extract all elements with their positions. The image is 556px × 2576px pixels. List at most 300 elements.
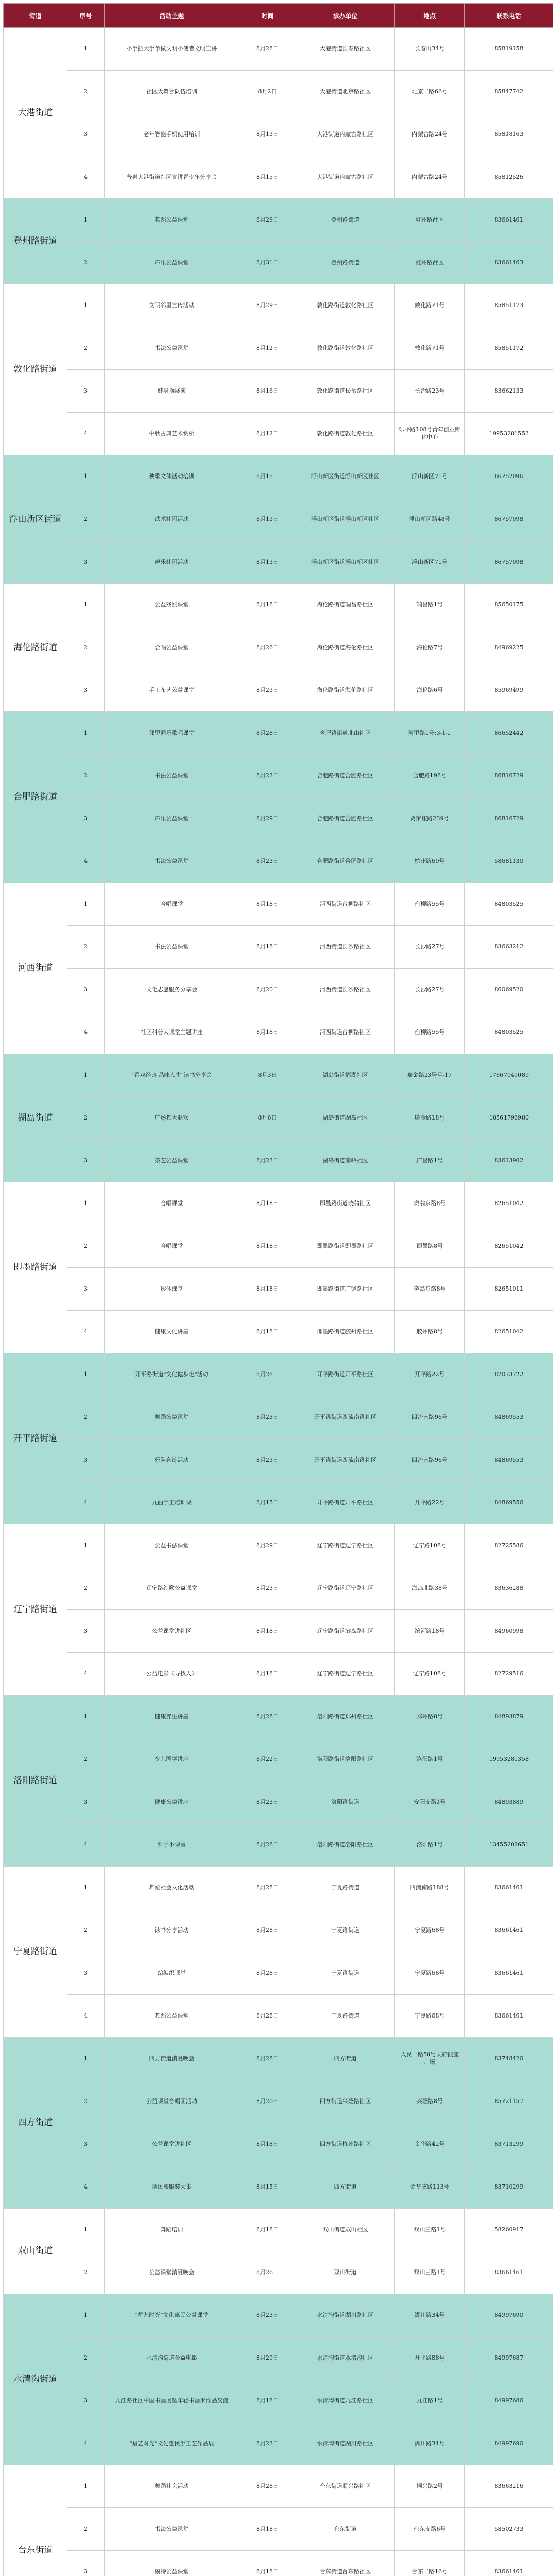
- activity-topic: 声乐社团活动: [105, 541, 239, 584]
- table-row: [4, 2038, 553, 2080]
- organizer: 河西街道台柳路社区: [296, 883, 395, 926]
- venue: 长沙路27号: [395, 969, 465, 1011]
- venue: 浮山新区路48号: [395, 498, 465, 541]
- activity-date: 8月20日: [239, 2080, 296, 2123]
- organizer: 宁夏路街道: [296, 1995, 395, 2038]
- organizer: 合肥路街道合肥路社区: [296, 840, 395, 883]
- contact-phone: 85847742: [465, 71, 553, 113]
- table-row: [4, 883, 553, 926]
- table-row: [4, 1781, 553, 1824]
- row-index: 2: [67, 327, 105, 370]
- venue: 内蒙古路24号: [395, 113, 465, 156]
- venue: 台柳路55号: [395, 1011, 465, 1054]
- organizer: 开平路街道开平路社区: [296, 1353, 395, 1396]
- activity-date: 8月18日: [239, 1268, 296, 1311]
- row-index: 2: [67, 926, 105, 969]
- table-row: [4, 242, 553, 284]
- venue: 四流南路188号: [395, 1867, 465, 1909]
- row-index: 1: [67, 1182, 105, 1225]
- street-name: 四方街道: [4, 2038, 67, 2209]
- activity-date: 8月28日: [239, 1824, 296, 1867]
- contact-phone: 84997687: [465, 2337, 553, 2380]
- row-index: 4: [67, 1995, 105, 2038]
- organizer: 浮山新区街道浮山新区社区: [296, 498, 395, 541]
- venue: 宁夏路68号: [395, 1952, 465, 1995]
- col-header-street: 街道: [4, 4, 67, 28]
- activity-topic: 合唱课堂: [105, 1225, 239, 1268]
- activity-topic: 合唱课堂: [105, 1182, 239, 1225]
- venue: 湖川路34号: [395, 2422, 465, 2465]
- street-name: 宁夏路街道: [4, 1867, 67, 2038]
- venue: 宁夏路68号: [395, 1995, 465, 2038]
- row-index: 4: [67, 1824, 105, 1867]
- activity-topic: 邻里同乐歌唱课堂: [105, 712, 239, 755]
- activity-topic: 书法公益课堂: [105, 755, 239, 798]
- activity-date: 8月23日: [239, 2294, 296, 2337]
- organizer: 洛阳路街道: [296, 1781, 395, 1824]
- table-row: [4, 669, 553, 712]
- row-index: 1: [67, 1524, 105, 1567]
- activity-topic: "看戏经典 品味人生"读书分享会: [105, 1054, 239, 1097]
- row-index: 2: [67, 498, 105, 541]
- organizer: 大港街道内蒙古路社区: [296, 156, 395, 199]
- activity-date: 8月23日: [239, 1140, 296, 1182]
- table-row: [4, 1097, 553, 1140]
- table-row: [4, 2080, 553, 2123]
- activity-date: 8月18日: [239, 2508, 296, 2551]
- organizer: 湖岛街道南岭社区: [296, 1140, 395, 1182]
- organizer: 开平路街道四流南路社区: [296, 1439, 395, 1482]
- venue: 郑州路8号: [395, 1696, 465, 1738]
- table-row: [4, 1311, 553, 1353]
- contact-phone: 86816729: [465, 755, 553, 798]
- table-row: [4, 113, 553, 156]
- contact-phone: 83661461: [465, 199, 553, 242]
- activity-date: 8月18日: [239, 1225, 296, 1268]
- organizer: 即墨路街道胶州路社区: [296, 1311, 395, 1353]
- organizer: 四方街道: [296, 2038, 395, 2080]
- venue: 长治路23号: [395, 370, 465, 413]
- activity-topic: 老年智能手机使用培训: [105, 113, 239, 156]
- activity-date: 8月26日: [239, 2251, 296, 2294]
- activity-topic: 书法公益课堂: [105, 840, 239, 883]
- table-row: [4, 2166, 553, 2209]
- row-index: 4: [67, 156, 105, 199]
- table-row: [4, 1952, 553, 1995]
- contact-phone: 83710299: [465, 2166, 553, 2209]
- activity-date: 8月28日: [239, 1995, 296, 2038]
- activity-topic: 九曲手工培训课: [105, 1482, 239, 1524]
- table-row: [4, 840, 553, 883]
- venue: 海伦路7号: [395, 626, 465, 669]
- venue: 合肥路198号: [395, 755, 465, 798]
- venue: 金华支路113号: [395, 2166, 465, 2209]
- venue: 滨河路18号: [395, 1610, 465, 1653]
- activity-topic: 模特公益课堂: [105, 2551, 239, 2576]
- activity-topic: 健身操展演: [105, 370, 239, 413]
- contact-phone: 83613902: [465, 1140, 553, 1182]
- contact-phone: 84997690: [465, 2422, 553, 2465]
- venue: 安阳支路1号: [395, 1781, 465, 1824]
- organizer: 敦化路街道敦化路社区: [296, 327, 395, 370]
- table-row: [4, 1182, 553, 1225]
- table-row: [4, 284, 553, 327]
- street-name: 即墨路街道: [4, 1182, 67, 1353]
- organizer: 辽宁路街道辽宁路社区: [296, 1524, 395, 1567]
- table-row: [4, 1140, 553, 1182]
- activity-topic: 声乐公益课堂: [105, 242, 239, 284]
- venue: 四流南路96号: [395, 1396, 465, 1439]
- row-index: 2: [67, 1738, 105, 1781]
- contact-phone: 17667049089: [465, 1054, 553, 1097]
- organizer: 四方街道兴隆路社区: [296, 2080, 395, 2123]
- activity-date: 8月28日: [239, 1867, 296, 1909]
- contact-phone: 82725586: [465, 1524, 553, 1567]
- organizer: 即墨路街道晓翁社区: [296, 1182, 395, 1225]
- venue: 开平路88号: [395, 2337, 465, 2380]
- activity-date: 8月26日: [239, 626, 296, 669]
- activity-date: 8月28日: [239, 2038, 296, 2080]
- activity-date: 8月23日: [239, 669, 296, 712]
- contact-phone: 85721157: [465, 2080, 553, 2123]
- table-row: [4, 1567, 553, 1610]
- activity-date: 8月23日: [239, 1439, 296, 1482]
- table-row: [4, 1353, 553, 1396]
- row-index: 1: [67, 1867, 105, 1909]
- street-name: 开平路街道: [4, 1353, 67, 1524]
- table-row: [4, 541, 553, 584]
- activity-topic: 舞蹈社会活动: [105, 2465, 239, 2508]
- table-row: [4, 1011, 553, 1054]
- organizer: 水清沟街道湖川路社区: [296, 2294, 395, 2337]
- organizer: 辽宁路街道辽宁路社区: [296, 1653, 395, 1696]
- contact-phone: 85819158: [465, 28, 553, 71]
- organizer: 开平路街道四流南路社区: [296, 1396, 395, 1439]
- organizer: 开平路街道开平路社区: [296, 1482, 395, 1524]
- contact-phone: 86652442: [465, 712, 553, 755]
- venue: 洛阳路1号: [395, 1738, 465, 1781]
- organizer: 辽宁路街道滨岛路社区: [296, 1610, 395, 1653]
- activity-topic: 公益课堂消夏晚会: [105, 2251, 239, 2294]
- venue: 兴隆路8号: [395, 2080, 465, 2123]
- activity-topic: 四方街道消夏晚会: [105, 2038, 239, 2080]
- row-index: 4: [67, 1653, 105, 1696]
- col-header-location: 地点: [395, 4, 465, 28]
- contact-phone: 84969225: [465, 626, 553, 669]
- activity-topic: 公益课堂进社区: [105, 1610, 239, 1653]
- activity-date: 8月12日: [239, 327, 296, 370]
- contact-phone: 19953281358: [465, 1738, 553, 1781]
- activity-topic: 书法公益课堂: [105, 926, 239, 969]
- street-name: 登州路街道: [4, 199, 67, 284]
- row-index: 4: [67, 1482, 105, 1524]
- activity-date: 8月13日: [239, 498, 296, 541]
- organizer: 河西街道长沙路社区: [296, 926, 395, 969]
- venue: 内蒙古路24号: [395, 156, 465, 199]
- activity-topic: 社区大舞台队伍培训: [105, 71, 239, 113]
- venue: 双山三路1号: [395, 2251, 465, 2294]
- activity-date: 8月29日: [239, 798, 296, 840]
- venue: 辽宁路108号: [395, 1524, 465, 1567]
- row-index: 3: [67, 1140, 105, 1182]
- organizer: 海伦路街道海伦路社区: [296, 669, 395, 712]
- activity-date: 8月29日: [239, 1524, 296, 1567]
- organizer: 水清沟街道湖川路社区: [296, 2422, 395, 2465]
- contact-phone: 82651011: [465, 1268, 553, 1311]
- contact-phone: 84803525: [465, 1011, 553, 1054]
- organizer: 合肥路街道合肥路社区: [296, 755, 395, 798]
- activity-date: 8月18日: [239, 2380, 296, 2422]
- activity-topic: 健康公益讲座: [105, 1781, 239, 1824]
- row-index: 3: [67, 969, 105, 1011]
- table-row: [4, 1909, 553, 1952]
- venue: 敦化路71号: [395, 327, 465, 370]
- row-index: 2: [67, 242, 105, 284]
- contact-phone: 18561796980: [465, 1097, 553, 1140]
- col-header-topic: 活动主题: [105, 4, 239, 28]
- activity-date: 8月18日: [239, 2209, 296, 2251]
- contact-phone: 84869553: [465, 1396, 553, 1439]
- activity-topic: 书法公益课堂: [105, 2508, 239, 2551]
- activity-topic: 舞蹈公益课堂: [105, 1995, 239, 2038]
- row-index: 2: [67, 2251, 105, 2294]
- organizer: 双山街道双山社区: [296, 2209, 395, 2251]
- row-index: 3: [67, 669, 105, 712]
- organizer: 海伦路街道瑞昌路社区: [296, 584, 395, 626]
- venue: 金华路42号: [395, 2123, 465, 2166]
- venue: 瑞金路18号: [395, 1097, 465, 1140]
- contact-phone: 84869553: [465, 1439, 553, 1482]
- venue: 开平路22号: [395, 1353, 465, 1396]
- table-row: [4, 1696, 553, 1738]
- contact-phone: 86757098: [465, 541, 553, 584]
- contact-phone: 83661461: [465, 1952, 553, 1995]
- contact-phone: 84997690: [465, 2294, 553, 2337]
- street-name: 湖岛街道: [4, 1054, 67, 1182]
- activity-date: 8月6日: [239, 1097, 296, 1140]
- activity-topic: 辽宁路红歌公益课堂: [105, 1567, 239, 1610]
- organizer: 水清沟街道水清沟社区: [296, 2337, 395, 2380]
- row-index: 1: [67, 1054, 105, 1097]
- activity-date: 8月28日: [239, 2465, 296, 2508]
- contact-phone: 58681130: [465, 840, 553, 883]
- venue: 瑞昌路1号: [395, 584, 465, 626]
- contact-phone: 84997686: [465, 2380, 553, 2422]
- venue: 登州路社区: [395, 199, 465, 242]
- activity-date: 8月20日: [239, 969, 296, 1011]
- col-header-time: 时间: [239, 4, 296, 28]
- row-index: 4: [67, 1311, 105, 1353]
- row-index: 2: [67, 2337, 105, 2380]
- venue: 晓翁东路8号: [395, 1268, 465, 1311]
- activity-date: 8月23日: [239, 755, 296, 798]
- activity-topic: 摆民族服装大集: [105, 2166, 239, 2209]
- contact-phone: 86816729: [465, 798, 553, 840]
- activity-date: 8月18日: [239, 584, 296, 626]
- organizer: 大港街道北京路社区: [296, 71, 395, 113]
- venue: 敦化路71号: [395, 284, 465, 327]
- table-row: [4, 2337, 553, 2380]
- activity-date: 8月18日: [239, 2551, 296, 2576]
- activity-topic: 少儿国学讲座: [105, 1738, 239, 1781]
- activity-date: 8月29日: [239, 2337, 296, 2380]
- row-index: 1: [67, 2209, 105, 2251]
- venue: 乐平路108号青年创业孵化中心: [395, 413, 465, 455]
- activity-topic: 书法公益课堂: [105, 327, 239, 370]
- street-name: 辽宁路街道: [4, 1524, 67, 1696]
- row-index: 4: [67, 2166, 105, 2209]
- street-name: 敦化路街道: [4, 284, 67, 455]
- organizer: 双山街道: [296, 2251, 395, 2294]
- venue: 广昌路1号: [395, 1140, 465, 1182]
- col-header-index: 序号: [67, 4, 105, 28]
- activity-date: 8月18日: [239, 1610, 296, 1653]
- activity-date: 8月29日: [239, 199, 296, 242]
- organizer: 河西街道长沙路社区: [296, 969, 395, 1011]
- venue: 台柳路55号: [395, 883, 465, 926]
- table-row: [4, 2209, 553, 2251]
- table-row: [4, 1824, 553, 1867]
- row-index: 3: [67, 2123, 105, 2166]
- activity-date: 8月23日: [239, 840, 296, 883]
- organizer: 宁夏路街道: [296, 1867, 395, 1909]
- activity-date: 8月15日: [239, 455, 296, 498]
- table-row: [4, 1482, 553, 1524]
- activity-topic: 读书分享活动: [105, 1909, 239, 1952]
- table-row: [4, 1653, 553, 1696]
- contact-phone: 86757098: [465, 498, 553, 541]
- activity-date: 8月18日: [239, 2123, 296, 2166]
- row-index: 3: [67, 370, 105, 413]
- contact-phone: 83663216: [465, 2465, 553, 2508]
- row-index: 2: [67, 71, 105, 113]
- activity-topic: 开平路街道"文化健步走"活动: [105, 1353, 239, 1396]
- col-header-organizer: 承办单位: [296, 4, 395, 28]
- activity-date: 8月28日: [239, 712, 296, 755]
- activity-date: 8月23日: [239, 1396, 296, 1439]
- row-index: 2: [67, 1909, 105, 1952]
- activity-topic: 健康文化讲座: [105, 1311, 239, 1353]
- table-row: [4, 969, 553, 1011]
- organizer: 台东街道顺兴路社区: [296, 2465, 395, 2508]
- activity-topic: 形体课堂: [105, 1268, 239, 1311]
- activity-date: 8月12日: [239, 413, 296, 455]
- activity-topic: "星艺时光"文化惠民公益课堂: [105, 2294, 239, 2337]
- table-row: [4, 455, 553, 498]
- street-name: 大港街道: [4, 28, 67, 199]
- table-header: [4, 4, 553, 28]
- table-row: [4, 156, 553, 199]
- activity-topic: 茶艺公益课堂: [105, 1140, 239, 1182]
- contact-phone: 83713299: [465, 2123, 553, 2166]
- activity-date: 8月18日: [239, 1311, 296, 1353]
- row-index: 1: [67, 1353, 105, 1396]
- venue: 浮山新区71号: [395, 541, 465, 584]
- row-index: 1: [67, 2294, 105, 2337]
- organizer: 洛阳路街道郑州路社区: [296, 1696, 395, 1738]
- activity-topic: 舞蹈公益课堂: [105, 199, 239, 242]
- row-index: 2: [67, 1396, 105, 1439]
- venue: 海岛北路38号: [395, 1567, 465, 1610]
- table-row: [4, 755, 553, 798]
- contact-phone: 84803525: [465, 883, 553, 926]
- table-row: [4, 413, 553, 455]
- row-index: 3: [67, 2551, 105, 2576]
- organizer: 海伦路街道海伦路社区: [296, 626, 395, 669]
- table-row: [4, 2465, 553, 2508]
- table-row: [4, 926, 553, 969]
- activity-date: 8月28日: [239, 1353, 296, 1396]
- organizer: 水清沟街道九江路社区: [296, 2380, 395, 2422]
- activity-date: 8月18日: [239, 926, 296, 969]
- table-row: [4, 1396, 553, 1439]
- table-row: [4, 2551, 553, 2576]
- table-row: [4, 798, 553, 840]
- table-row: [4, 370, 553, 413]
- street-name: 台东街道: [4, 2465, 67, 2576]
- organizer: 宁夏路街道: [296, 1952, 395, 1995]
- contact-phone: 85969499: [465, 669, 553, 712]
- contact-phone: 82651042: [465, 1225, 553, 1268]
- activity-topic: 公益书法课堂: [105, 1524, 239, 1567]
- venue: 杭州路69号: [395, 840, 465, 883]
- activity-date: 8月18日: [239, 883, 296, 926]
- activity-date: 8月13日: [239, 541, 296, 584]
- table-row: [4, 1225, 553, 1268]
- activity-date: 8月28日: [239, 1696, 296, 1738]
- table-row: [4, 498, 553, 541]
- activity-topic: 普惠大港街道社区宣讲青少年分享会: [105, 156, 239, 199]
- activity-topic: 舞蹈社会文化活动: [105, 1867, 239, 1909]
- contact-phone: 82729516: [465, 1653, 553, 1696]
- table-row: [4, 2380, 553, 2422]
- venue: 贾家庄路239号: [395, 798, 465, 840]
- table-row: [4, 2294, 553, 2337]
- row-index: 4: [67, 413, 105, 455]
- venue: 即墨路8号: [395, 1225, 465, 1268]
- organizer: 敦化路街道长治路社区: [296, 370, 395, 413]
- street-name: 浮山新区街道: [4, 455, 67, 584]
- table-row: [4, 1524, 553, 1567]
- row-index: 2: [67, 626, 105, 669]
- activity-date: 8月18日: [239, 1182, 296, 1225]
- contact-phone: 83661461: [465, 1995, 553, 2038]
- organizer: 即墨路街道广饶路社区: [296, 1268, 395, 1311]
- table-row: [4, 28, 553, 71]
- venue: 洛阳路1号: [395, 1824, 465, 1867]
- street-name: 河西街道: [4, 883, 67, 1054]
- contact-phone: 85650175: [465, 584, 553, 626]
- activity-topic: 公益课堂合唱团活动: [105, 2080, 239, 2123]
- contact-phone: 85818163: [465, 113, 553, 156]
- activity-topic: 健康养生讲座: [105, 1696, 239, 1738]
- activity-date: 8月3日: [239, 1054, 296, 1097]
- contact-phone: 83661461: [465, 2251, 553, 2294]
- activity-topic: 中秋古典艺术赏析: [105, 413, 239, 455]
- col-header-phone: 联系电话: [465, 4, 553, 28]
- activity-schedule-table: [3, 3, 553, 2576]
- venue: 顺兴路2号: [395, 2465, 465, 2508]
- contact-phone: 85851173: [465, 284, 553, 327]
- row-index: 1: [67, 883, 105, 926]
- organizer: 辽宁路街道辽宁路社区: [296, 1567, 395, 1610]
- organizer: 浮山新区街道浮山新区社区: [296, 455, 395, 498]
- contact-phone: 83661461: [465, 2551, 553, 2576]
- activity-date: 8月18日: [239, 1011, 296, 1054]
- venue: 九江路1号: [395, 2380, 465, 2422]
- contact-phone: 82651042: [465, 1182, 553, 1225]
- organizer: 登州路街道: [296, 242, 395, 284]
